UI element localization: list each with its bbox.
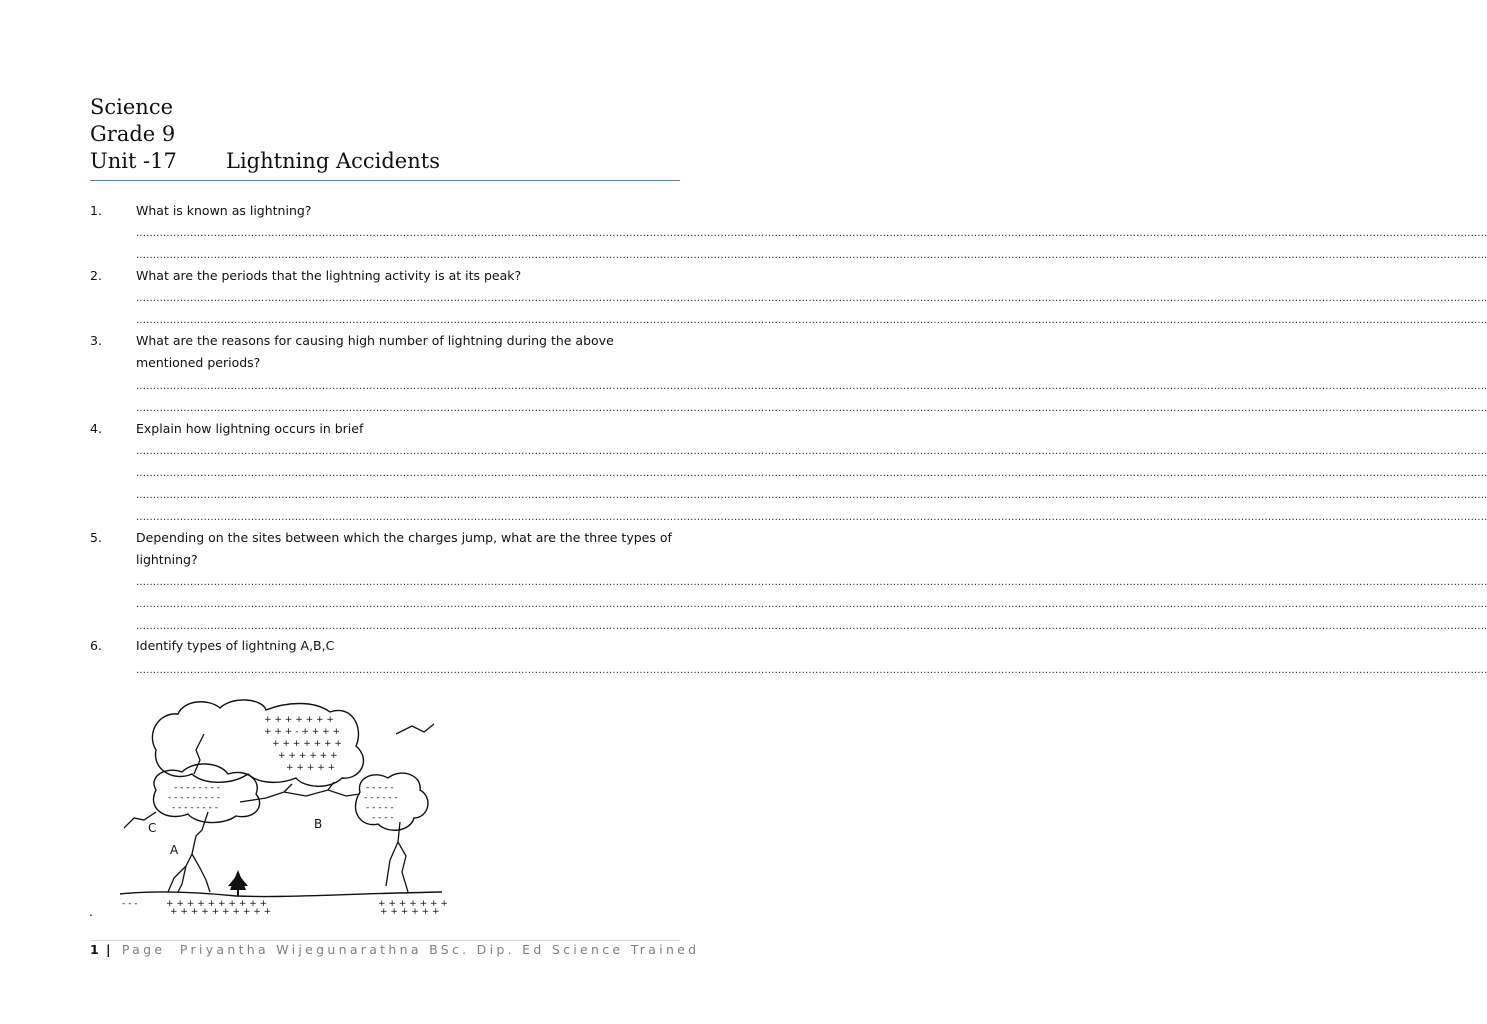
svg-text:+ + + + + +: + + + + + + bbox=[278, 751, 338, 761]
answer-line[interactable]: ................................................................................................................................................................................................................................................................................................................................................................................................................ bbox=[136, 468, 1487, 479]
answer-line[interactable]: ................................................................................................................................................................................................................................................................................................................................................................................................................ bbox=[136, 577, 1487, 588]
answer-line[interactable]: ................................................................................................................................................................................................................................................................................................................................................................................................................ bbox=[136, 446, 1487, 457]
answer-line[interactable]: ................................................................................................................................................................................................................................................................................................................................................................................................................ bbox=[136, 228, 1487, 239]
ground-charges bbox=[122, 899, 448, 917]
question-text: Explain how lightning occurs in brief bbox=[136, 421, 364, 436]
question-number: 2. bbox=[90, 268, 102, 283]
svg-text:- - - - - - - - -: - - - - - - - - - bbox=[168, 793, 221, 803]
answer-line[interactable]: ................................................................................................................................................................................................................................................................................................................................................................................................................ bbox=[136, 250, 1487, 261]
svg-text:+ + + + + +: + + + + + + bbox=[380, 907, 440, 917]
question-text: What are the periods that the lightning activity is at its peak? bbox=[136, 268, 522, 283]
answer-line[interactable]: ................................................................................................................................................................................................................................................................................................................................................................................................................ bbox=[136, 490, 1487, 501]
question-number: 1. bbox=[90, 203, 102, 218]
page-footer bbox=[90, 942, 699, 957]
svg-text:+ + + + + + + + + +: + + + + + + + + + + bbox=[166, 899, 268, 909]
answer-line[interactable]: ................................................................................................................................................................................................................................................................................................................................................................................................................ bbox=[136, 315, 1487, 326]
svg-text:- - - - - -: - - - - - - bbox=[364, 793, 398, 803]
worksheet-header bbox=[90, 94, 440, 175]
question-number: 4. bbox=[90, 421, 102, 436]
svg-text:+ + + - + + + +: + + + - + + + + bbox=[264, 727, 341, 737]
answer-line[interactable]: ................................................................................................................................................................................................................................................................................................................................................................................................................ bbox=[136, 381, 1487, 392]
svg-text:- - - - - - - -: - - - - - - - - bbox=[172, 803, 219, 813]
positive-charges bbox=[264, 715, 342, 773]
ground-line bbox=[120, 892, 442, 897]
page-number: 1 bbox=[90, 942, 99, 957]
answer-line[interactable]: ................................................................................................................................................................................................................................................................................................................................................................................................................ bbox=[136, 512, 1487, 523]
footer-separator: | bbox=[105, 942, 111, 957]
label-b: B bbox=[314, 817, 323, 831]
answer-line[interactable]: ................................................................................................................................................................................................................................................................................................................................................................................................................ bbox=[136, 621, 1487, 632]
header-divider bbox=[90, 180, 680, 181]
question-number: 3. bbox=[90, 333, 102, 348]
svg-text:+ + + + + + +: + + + + + + + bbox=[264, 715, 334, 725]
question-text: Depending on the sites between which the charges jump, what are the three types of lightning? bbox=[136, 530, 672, 567]
answer-line[interactable]: ................................................................................................................................................................................................................................................................................................................................................................................................................ bbox=[136, 665, 1487, 676]
svg-text:- - - - - - - -: - - - - - - - - bbox=[174, 783, 221, 793]
lightning-diagram bbox=[116, 694, 448, 917]
label-c: C bbox=[148, 821, 157, 835]
answer-line[interactable]: ................................................................................................................................................................................................................................................................................................................................................................................................................ bbox=[136, 293, 1487, 304]
grade-title: Grade 9 bbox=[90, 122, 176, 146]
svg-text:+ + + + + + +: + + + + + + + bbox=[272, 739, 342, 749]
svg-text:+ + + + +: + + + + + bbox=[286, 763, 336, 773]
label-a: A bbox=[170, 843, 179, 857]
question-text: Identify types of lightning A,B,C bbox=[136, 638, 335, 653]
question-text: What are the reasons for causing high number of lightning during the above mentioned periods? bbox=[136, 333, 614, 370]
answer-line[interactable]: ................................................................................................................................................................................................................................................................................................................................................................................................................ bbox=[136, 599, 1487, 610]
footer-author: Priyantha Wijegunarathna BSc. Dip. Ed Science Trained bbox=[179, 942, 700, 957]
svg-text:+ + + + + + + + + +: + + + + + + + + + + bbox=[170, 907, 272, 917]
tree-icon bbox=[228, 870, 248, 896]
footer-divider bbox=[90, 940, 680, 941]
unit-title: Lightning Accidents bbox=[226, 149, 440, 173]
unit-label: Unit -17 bbox=[90, 149, 177, 173]
question-text: What is known as lightning? bbox=[136, 203, 312, 218]
svg-text:- - - - -: - - - - - bbox=[366, 803, 394, 813]
question-number: 5. bbox=[90, 530, 102, 545]
question-number: 6. bbox=[90, 638, 102, 653]
stray-mark: . bbox=[89, 905, 93, 919]
svg-text:+ + + + + + +: + + + + + + + bbox=[378, 899, 448, 909]
svg-text:- - - - -: - - - - - bbox=[366, 783, 394, 793]
subject-title: Science bbox=[90, 95, 174, 119]
svg-text:- - -: - - - bbox=[122, 899, 138, 909]
negative-charges bbox=[168, 783, 398, 823]
page-label: Page bbox=[121, 942, 166, 957]
answer-line[interactable]: ................................................................................................................................................................................................................................................................................................................................................................................................................ bbox=[136, 403, 1487, 414]
svg-text:- - - -: - - - - bbox=[372, 813, 394, 823]
